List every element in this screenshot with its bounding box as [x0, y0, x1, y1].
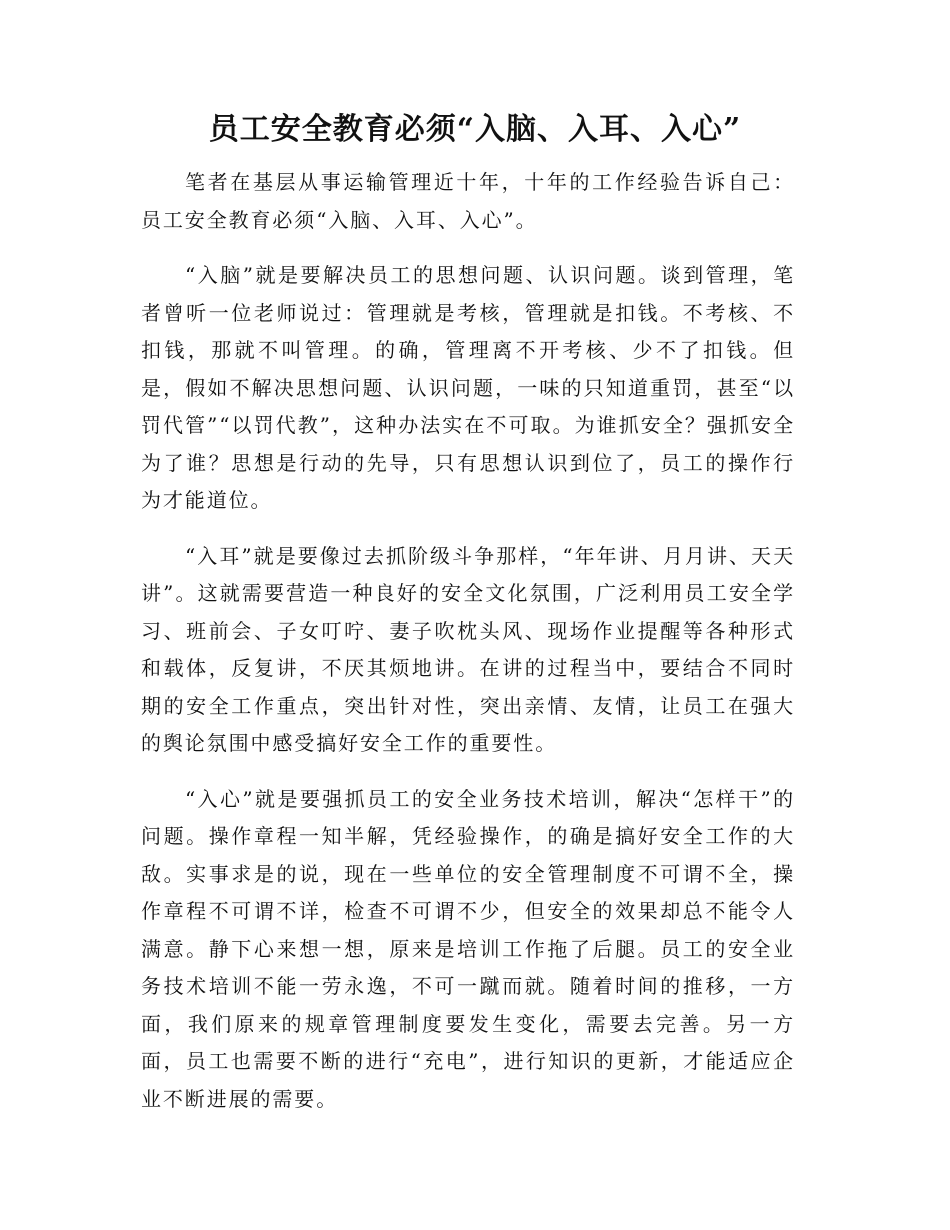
paragraph-ear: “入耳”就是要像过去抓阶级斗争那样，“年年讲、月月讲、天天讲”。这就需要营造一种良好的安全文化氛围，广泛利用员工安全学习、班前会、子女叮咛、妻子吹枕头风、现场作业提醒等各种形式和载体，反复讲，不厌其烦地讲。在讲的过程当中，要结合不同时期的安全工作重点，突出针对性，突出亲情、友情，让员工在强大的舆论氛围中感受搞好安全工作的重要性。	[141, 543, 795, 755]
paragraph-heart: “入心”就是要强抓员工的安全业务技术培训，解决“怎样干”的问题。操作章程一知半解，凭经验操作，的确是搞好安全工作的大敌。实事求是的说，现在一些单位的安全管理制度不可谓不全，操作章程不可谓不详，检查不可谓不少，但安全的效果却总不能令人满意。静下心来想一想，原来是培训工作拖了后腿。员工的安全业务技术培训不能一劳永逸，不可一蹴而就。随着时间的推移，一方面，我们原来的规章管理制度要发生变化，需要去完善。另一方面，员工也需要不断的进行“充电”，进行知识的更新，才能适应企业不断进展的需要。	[141, 786, 795, 1111]
paragraph-brain: “入脑”就是要解决员工的思想问题、认识问题。谈到管理，笔者曾听一位老师说过：管理就是考核，管理就是扣钱。不考核、不扣钱，那就不叫管理。的确，管理离不开考核、少不了扣钱。但是，假如不解决思想问题、认识问题，一味的只知道重罚，甚至“以罚代管”“以罚代教”，这种办法实在不可取。为谁抓安全？强抓安全为了谁？思想是行动的先导，只有思想认识到位了，员工的操作行为才能道位。	[141, 263, 795, 512]
document-body	[141, 164, 795, 1118]
paragraph-intro: 笔者在基层从事运输管理近十年，十年的工作经验告诉自己：员工安全教育必须“入脑、入耳、入心”。	[141, 170, 795, 232]
document-title: 员工安全教育必须“入脑、入耳、入心”	[208, 112, 742, 147]
